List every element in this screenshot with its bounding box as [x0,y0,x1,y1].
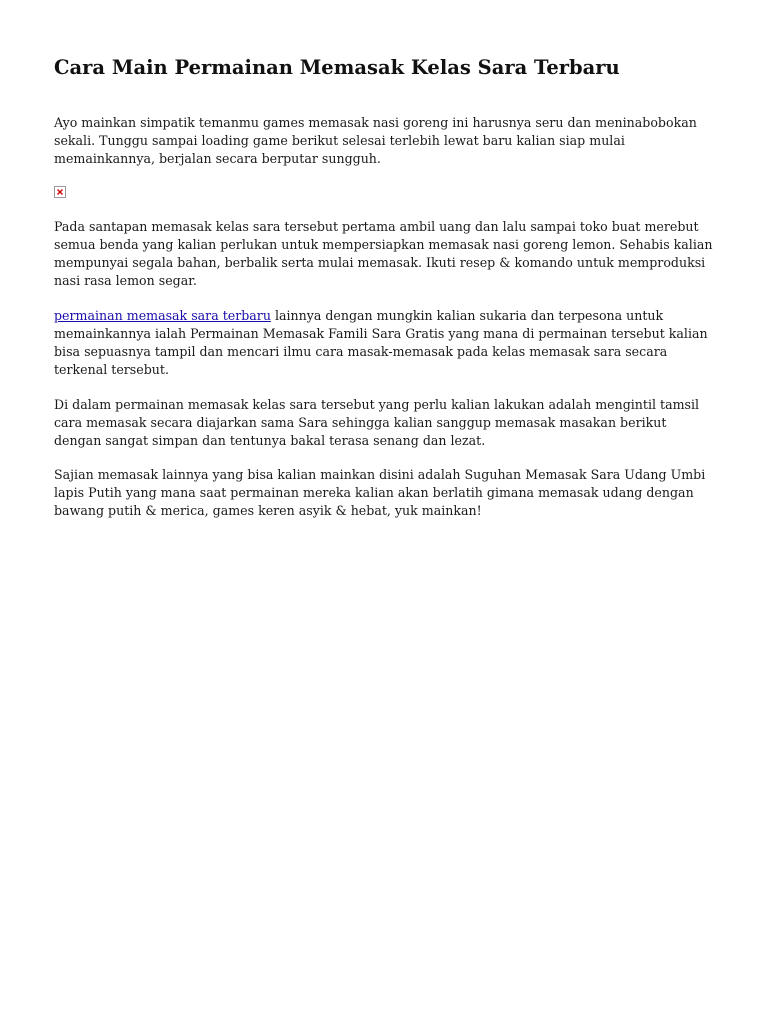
paragraph-related-games [54,307,716,379]
broken-image-x-mark [57,189,63,195]
page-title: Cara Main Permainan Memasak Kelas Sara Terbaru [54,56,620,79]
broken-image-icon [54,186,66,198]
paragraph-shopping: Pada santapan memasak kelas sara tersebut pertama ambil uang dan lalu sampai toko buat merebut semua benda yang kalian perlukan untuk mempersiapkan memasak nasi goreng lemon. Sehabis kalian mempunyai segala bahan, berbalik serta mulai memasak. Ikuti resep & komando untuk memproduksi nasi rasa lemon segar. [54,219,713,288]
paragraph-other-dish: Sajian memasak lainnya yang bisa kalian mainkan disini adalah Suguhan Memasak Sara Udang Umbi lapis Putih yang mana saat permainan mereka kalian akan berlatih gimana memasak udang dengan bawang putih & merica, games keren asyik & hebat, yuk mainkan! [54,467,706,518]
link-permainan-memasak-sara-terbaru[interactable]: permainan memasak sara terbaru [54,308,271,323]
paragraph-related-games-text: lainnya dengan mungkin kalian sukaria dan terpesona untuk memainkannya ialah Permainan Memasak Famili Sara Gratis yang mana di permainan tersebut kalian bisa sepuasnya tampil dan mencari ilmu cara masak-memasak pada kelas memasak sara secara terkenal tersebut. [54,308,708,377]
paragraph-instructions: Di dalam permainan memasak kelas sara tersebut yang perlu kalian lakukan adalah mengintil tamsil cara memasak secara diajarkan sama Sara sehingga kalian sanggup memasak masakan berikut dengan sangat simpan dan tentunya bakal terasa senang dan lezat. [54,397,700,448]
paragraph-intro: Ayo mainkan simpatik temanmu games memasak nasi goreng ini harusnya seru dan meninabobokan sekali. Tunggu sampai loading game berikut selesai terlebih lewat baru kalian siap mulai memainkannya, berjalan secara berputar sungguh. [54,115,697,166]
